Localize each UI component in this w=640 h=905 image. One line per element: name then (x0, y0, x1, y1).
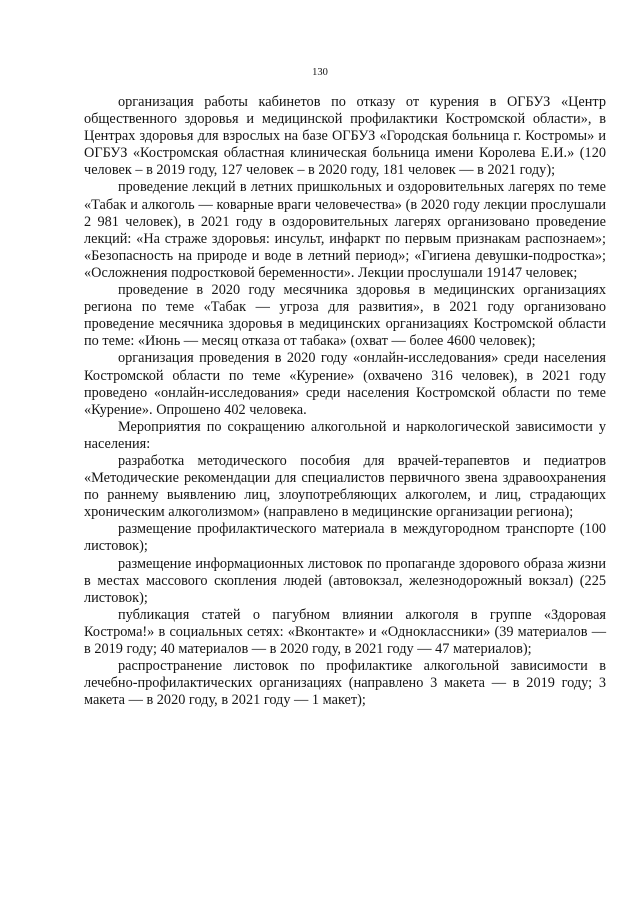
paragraph-alcohol-measures-heading: Мероприятия по сокращению алкогольной и наркологической зависимости у населения: (84, 418, 606, 452)
paragraph-smoking-cessation-rooms: организация работы кабинетов по отказу от курения в ОГБУЗ «Центр общественного здоровья и медицинской профилактики Костромской области», в Центрах здоровья для взрослых на базе ОГБУЗ «Городская больница г. Костромы» и ОГБУЗ «Костромская областная клиническая больница имени Королева Е.И.» (120 человек – в 2019 году, 127 человек – в 2020 году, 181 человек — в 2021 году); (84, 94, 606, 179)
paragraph-social-media-articles: публикация статей о пагубном влиянии алкоголя в группе «Здоровая Кострома!» в социальных сетях: «Вконтакте» и «Одноклассники» (39 материалов — в 2019 году; 40 материалов — в 2020 году, в 2021 году — 47 материалов); (84, 606, 606, 657)
paragraph-info-leaflets: размещение информационных листовок по пропаганде здорового образа жизни в местах массового скопления людей (автовокзал, железнодорожный вокзал) (225 листовок); (84, 555, 606, 606)
paragraph-online-survey: организация проведения в 2020 году «онлайн-исследования» среди населения Костромской области по теме «Курение» (охвачено 316 человек), в 2021 году проведено «онлайн-исследования» среди населения Костромской области по теме «Курение». Опрошено 402 человека. (84, 350, 606, 418)
paragraph-transport-materials: размещение профилактического материала в междугородном транспорте (100 листовок); (84, 521, 606, 555)
paragraph-summer-camp-lectures: проведение лекций в летних пришкольных и оздоровительных лагерях по теме «Табак и алкоголь — коварные враги человечества» (в 2020 году лекции прослушали 2 981 человек), в 2021 году в оздоровительных лагерях организовано проведение лекций: «На страже здоровья: инсульт, инфаркт по первым признакам распознаем»; «Безопасность на природе и воде в летний период»; «Гигиена девушки-подростка»; «Осложнения подростковой беременности». Лекции прослушали 19147 человек; (84, 179, 606, 281)
document-body (84, 94, 606, 709)
paragraph-health-month: проведение в 2020 году месячника здоровья в медицинских организациях региона по теме «Табак — угроза для развития», в 2021 году организовано проведение месячника здоровья в медицинских организациях Костромской области по теме: «Июнь — месяц отказа от табака» (охват — более 4600 человек); (84, 282, 606, 350)
page-number: 130 (312, 67, 328, 78)
paragraph-leaflet-distribution: распространение листовок по профилактике алкогольной зависимости в лечебно-профилактических организациях (направлено 3 макета — в 2019 году; 3 макета — в 2020 году, в 2021 году — 1 макет); (84, 658, 606, 709)
paragraph-methodical-manual: разработка методического пособия для врачей-терапевтов и педиатров «Методические рекомендации для специалистов первичного звена здравоохранения по раннему выявлению лиц, злоупотребляющих алкоголем, и лиц, страдающих хроническим алкоголизмом» (направлено в медицинские организации региона); (84, 452, 606, 521)
